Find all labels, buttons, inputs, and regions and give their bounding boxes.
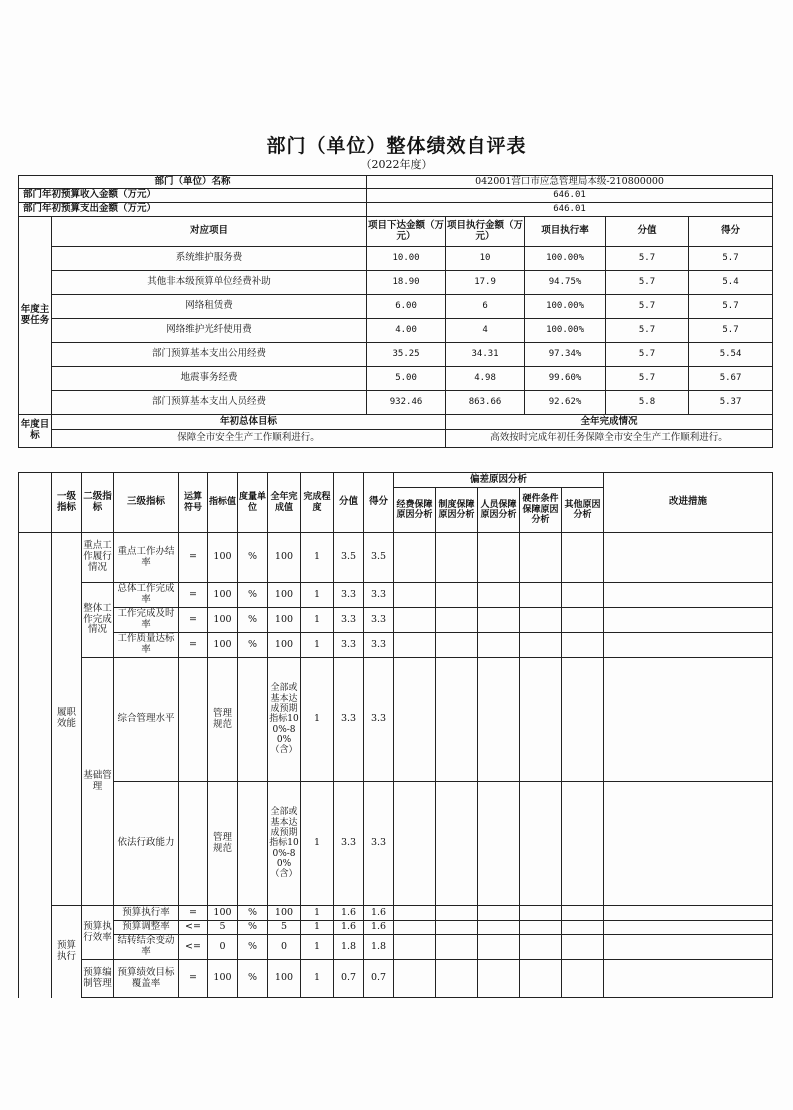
level3-name: 预算调整率 [114,921,179,935]
level2-key-work: 重点工作履行情况 [82,533,114,583]
score: 0.7 [364,960,394,998]
target-value: 100 [208,633,238,658]
operator: = [179,608,208,633]
unit-name-label: 部门（单位）名称 [19,176,367,189]
actual-value-text: 全部或基本达成预期指标100%-80%（含） [268,782,301,906]
budget-income-value: 646.01 [367,189,773,203]
score: 1.6 [364,906,394,921]
score: 3.3 [364,782,394,906]
task-allocated: 35.25 [367,343,446,367]
table-row [19,295,773,319]
completion: 1 [301,960,334,998]
header-deviation: 偏差原因分析 [394,473,604,488]
score: 1.6 [364,921,394,935]
operator: <= [179,935,208,960]
task-allocated: 6.00 [367,295,446,319]
level3-name: 依法行政能力 [114,782,179,906]
task-name: 地震事务经费 [52,367,367,391]
weight: 3.3 [334,633,364,658]
unit: % [238,921,268,935]
operator: = [179,906,208,921]
actual-value: 100 [268,906,301,921]
table-row [19,935,773,960]
header-operator: 运算符号 [179,473,208,533]
table-row [19,319,773,343]
operator: = [179,533,208,583]
task-weight: 5.8 [606,391,689,415]
task-rate: 94.75% [525,271,606,295]
task-allocated: 10.00 [367,247,446,271]
target-value: 100 [208,960,238,998]
task-score: 5.7 [689,247,773,271]
task-weight: 5.7 [606,271,689,295]
score: 3.3 [364,583,394,608]
weight: 3.3 [334,782,364,906]
task-allocated: 4.00 [367,319,446,343]
level2-overall: 整体工作完成情况 [82,583,114,658]
tasks-section-label: 年度主要任务 [19,217,52,415]
task-executed: 17.9 [446,271,525,295]
header-score: 得分 [364,473,394,533]
table-row [19,343,773,367]
table-row [19,921,773,935]
tasks-header-project: 对应项目 [52,217,367,247]
tasks-header-score: 得分 [689,217,773,247]
operator: = [179,583,208,608]
table-row [19,658,773,782]
level3-name: 结转结余变动率 [114,935,179,960]
task-executed: 10 [446,247,525,271]
task-executed: 4.98 [446,367,525,391]
tasks-header-allocated: 项目下达金额（万元） [367,217,446,247]
table-row [19,906,773,921]
score: 1.8 [364,935,394,960]
actual-value: 5 [268,921,301,935]
tasks-header-rate: 项目执行率 [525,217,606,247]
task-name: 部门预算基本支出公用经费 [52,343,367,367]
level3-name: 预算执行率 [114,906,179,921]
task-rate: 92.62% [525,391,606,415]
actual-value: 100 [268,633,301,658]
actual-value: 100 [268,960,301,998]
operator: = [179,960,208,998]
tasks-header-executed: 项目执行金额（万元） [446,217,525,247]
level2-budget-prep: 预算编制管理 [82,960,114,998]
header-target: 指标值 [208,473,238,533]
task-executed: 863.66 [446,391,525,415]
header-dev-system: 制度保障原因分析 [436,488,478,533]
level1-performance: 履职效能 [52,533,82,906]
task-weight: 5.7 [606,319,689,343]
weight: 3.5 [334,533,364,583]
weight: 1.8 [334,935,364,960]
task-allocated: 18.90 [367,271,446,295]
weight: 3.3 [334,583,364,608]
summary-table [18,175,773,448]
task-rate: 100.00% [525,295,606,319]
task-executed: 34.31 [446,343,525,367]
header-level3: 三级指标 [114,473,179,533]
budget-income-label: 部门年初预算收入金额（万元） [19,189,367,203]
table-row [19,633,773,658]
table-row [19,960,773,998]
goals-initial-label: 年初总体目标 [52,415,446,430]
level3-name: 工作质量达标率 [114,633,179,658]
task-rate: 99.60% [525,367,606,391]
budget-expense-value: 646.01 [367,203,773,217]
level3-name: 工作完成及时率 [114,608,179,633]
unit: % [238,608,268,633]
task-allocated: 932.46 [367,391,446,415]
table-row [19,247,773,271]
task-name: 网络租赁费 [52,295,367,319]
actual-value: 100 [268,608,301,633]
task-score: 5.7 [689,319,773,343]
table-row [19,533,773,583]
target-value: 100 [208,906,238,921]
weight: 1.6 [334,921,364,935]
completion: 1 [301,608,334,633]
unit: % [238,533,268,583]
completion: 1 [301,583,334,608]
unit: % [238,935,268,960]
tasks-header-weight: 分值 [606,217,689,247]
page-subtitle-year: （2022年度） [360,158,433,171]
header-improvement: 改进措施 [604,473,773,533]
target-value: 5 [208,921,238,935]
actual-value: 100 [268,583,301,608]
unit: % [238,583,268,608]
unit-name-value: 042001营口市应急管理局本级-210800000 [367,176,773,189]
task-name: 系统维护服务费 [52,247,367,271]
completion: 1 [301,906,334,921]
table-row [19,271,773,295]
completion: 1 [301,633,334,658]
target-value: 0 [208,935,238,960]
completion: 1 [301,782,334,906]
target-value: 100 [208,608,238,633]
budget-expense-label: 部门年初预算支出金额（万元） [19,203,367,217]
table-row [19,608,773,633]
level1-budget-exec: 预算执行 [52,906,82,998]
target-value: 100 [208,533,238,583]
task-rate: 100.00% [525,319,606,343]
task-rate: 100.00% [525,247,606,271]
target-value: 管理规范 [208,782,238,906]
table-row [19,583,773,608]
header-dev-hardware: 硬件条件保障原因分析 [520,488,562,533]
header-level2: 二级指标 [82,473,114,533]
unit: % [238,633,268,658]
task-allocated: 5.00 [367,367,446,391]
header-dev-other: 其他原因分析 [562,488,604,533]
target-value: 管理规范 [208,658,238,782]
task-name: 网络维护光纤使用费 [52,319,367,343]
header-unit: 度量单位 [238,473,268,533]
task-score: 5.54 [689,343,773,367]
table-row [19,391,773,415]
actual-value: 0 [268,935,301,960]
completion: 1 [301,658,334,782]
level2-basic: 基础管理 [82,658,114,906]
actual-value-text: 全部或基本达成预期指标100%-80%（含） [268,658,301,782]
score: 3.3 [364,633,394,658]
level2-budget-eff: 预算执行效率 [82,906,114,960]
task-weight: 5.7 [606,295,689,319]
operator: <= [179,921,208,935]
page-title: 部门（单位）整体绩效自评表 [266,135,527,157]
goals-completion-label: 全年完成情况 [446,415,773,430]
task-weight: 5.7 [606,367,689,391]
task-rate: 97.34% [525,343,606,367]
unit: % [238,960,268,998]
weight: 1.6 [334,906,364,921]
completion: 1 [301,921,334,935]
header-dev-staff: 人员保障原因分析 [478,488,520,533]
level3-name: 综合管理水平 [114,658,179,782]
goals-initial-value: 保障全市安全生产工作顺利进行。 [52,430,446,448]
completion: 1 [301,935,334,960]
level3-name: 重点工作办结率 [114,533,179,583]
weight: 3.3 [334,608,364,633]
score: 3.3 [364,608,394,633]
task-weight: 5.7 [606,247,689,271]
table-row [19,782,773,906]
header-weight: 分值 [334,473,364,533]
table-row [19,367,773,391]
header-level1: 一级指标 [52,473,82,533]
header-actual: 全年完成值 [268,473,301,533]
task-score: 5.67 [689,367,773,391]
target-value: 100 [208,583,238,608]
weight: 3.3 [334,658,364,782]
header-completion: 完成程度 [301,473,334,533]
task-score: 5.7 [689,295,773,319]
weight: 0.7 [334,960,364,998]
operator: = [179,633,208,658]
task-score: 5.37 [689,391,773,415]
score: 3.5 [364,533,394,583]
task-executed: 6 [446,295,525,319]
indicator-table [18,472,773,998]
task-weight: 5.7 [606,343,689,367]
task-name: 部门预算基本支出人员经费 [52,391,367,415]
goals-completion-value: 高效按时完成年初任务保障全市安全生产工作顺利进行。 [446,430,773,448]
actual-value: 100 [268,533,301,583]
header-dev-funding: 经费保障原因分析 [394,488,436,533]
level3-name: 预算绩效目标覆盖率 [114,960,179,998]
completion: 1 [301,533,334,583]
score: 3.3 [364,658,394,782]
task-name: 其他非本级预算单位经费补助 [52,271,367,295]
task-score: 5.4 [689,271,773,295]
goals-section-label: 年度目标 [19,415,52,448]
level3-name: 总体工作完成率 [114,583,179,608]
task-executed: 4 [446,319,525,343]
unit: % [238,906,268,921]
